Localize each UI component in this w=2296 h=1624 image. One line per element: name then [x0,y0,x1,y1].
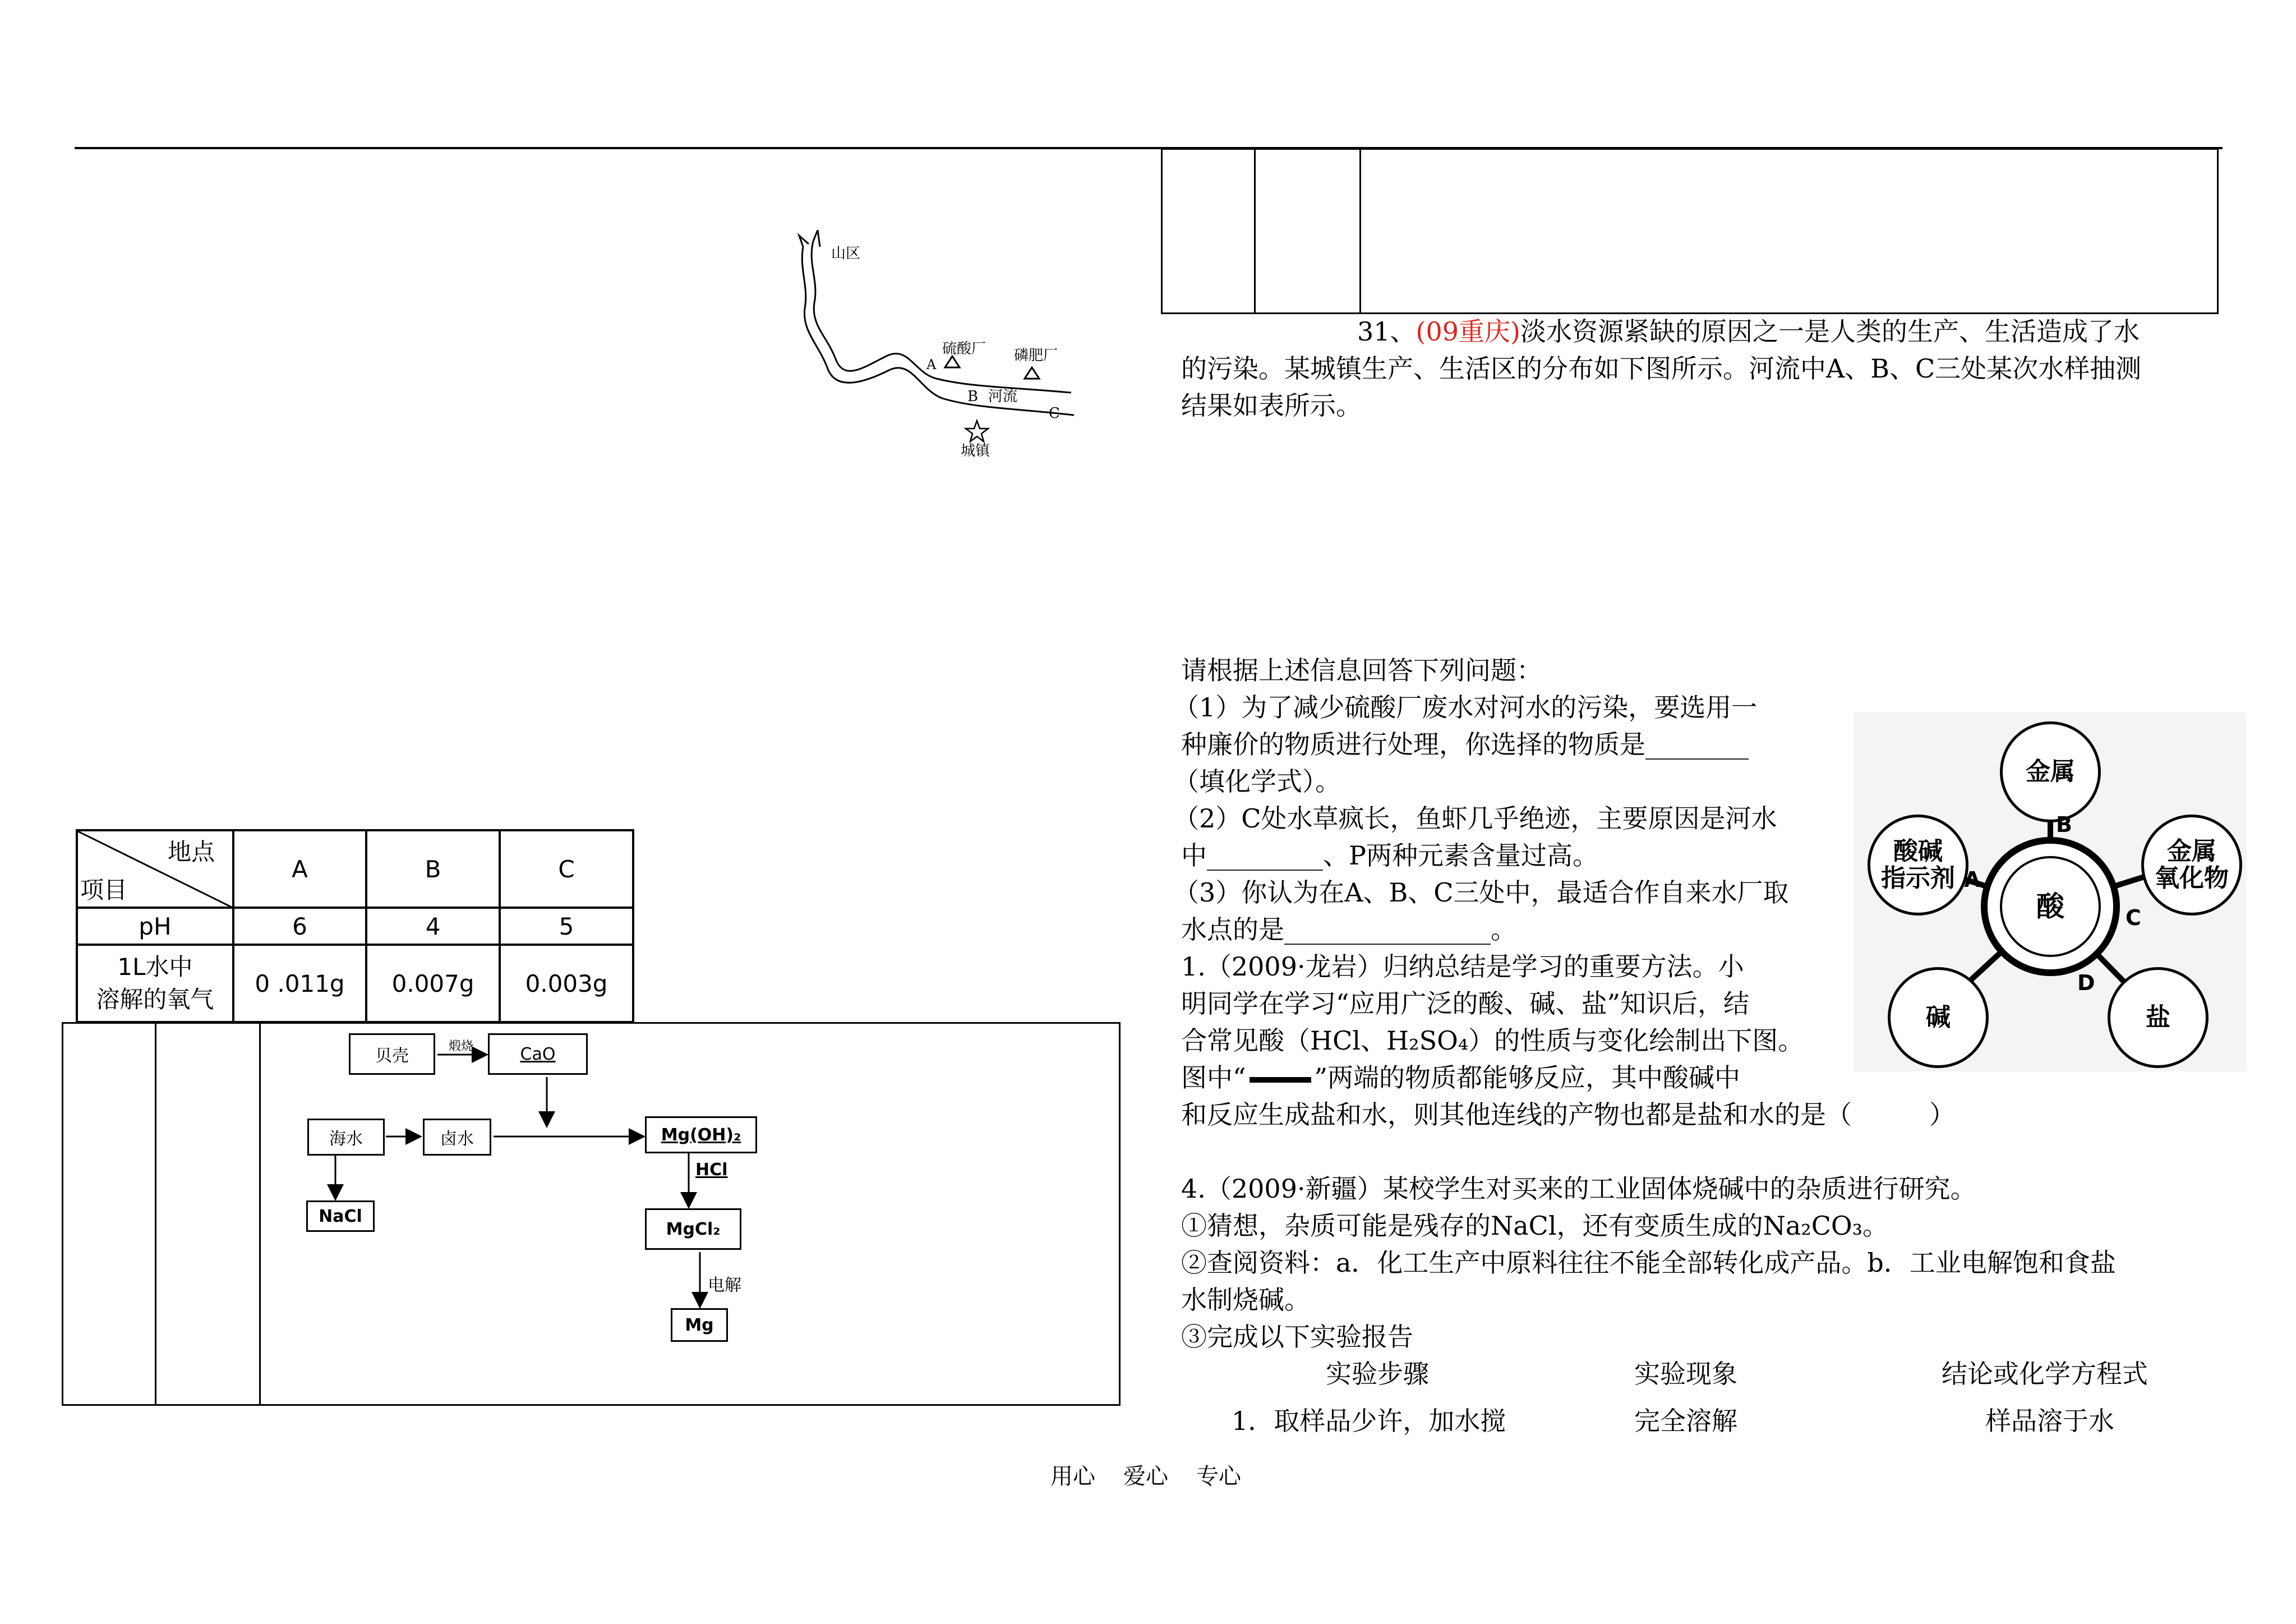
col-header-c: C [500,830,633,908]
label-calcine: 煅烧 [449,1039,474,1053]
q31-s1b: 种廉价的物质进行处理，你选择的物质是________ [1181,729,1749,760]
q31-s3a: （3）你认为在A、B、C三处中，最适合作自来水厂取 [1173,877,1789,908]
q1-line4-start: 图中“ [1181,1062,1246,1093]
header-item: 项目 [80,876,128,904]
report-row1-step: 1．取样品少许，加水搅 [1232,1406,1506,1436]
node-shell: 贝壳 [349,1033,435,1075]
col-header-a: A [233,830,366,908]
q31-s2b: 中_________、P两种元素含量过高。 [1181,840,1598,871]
metal-oxide-line1: 金属 [2167,837,2216,866]
row-label-ph: pH [77,908,233,945]
q1-line5: 和反应生成盐和水，则其他连线的产物也都是盐和水的是（ ） [1181,1099,1955,1130]
q31-line1-rest: 淡水资源紧缺的原因之一是人类的生产、生活造成了水 [1520,316,2140,347]
top-right-table-divider-1 [1254,148,1256,314]
q31-prompt: 请根据上述信息回答下列问题： [1181,655,1542,686]
footer-a: 用心 [1050,1464,1095,1489]
map-label-b: B [967,388,979,405]
q4-line3: ②查阅资料：a．化工生产中原料往往不能全部转化成产品。b．工业电解饱和食盐 [1181,1248,2116,1278]
map-label-fertilizer-plant: 磷肥厂 [1014,347,1058,364]
q31-s1c: （填化学式）。 [1173,766,1341,797]
map-label-river: 河流 [988,388,1018,405]
label-electrolysis: 电解 [708,1276,741,1295]
node-mg: Mg [671,1308,728,1342]
q31-line1 [1357,313,2140,350]
oxygen-c: 0.003g [500,945,633,1022]
indicator-line1: 酸碱 [1893,837,1943,866]
node-cao: CaO [488,1033,588,1075]
q31-number: 31、 [1357,316,1416,347]
map-label-a: A [926,357,937,372]
node-acid: 酸 [2000,856,2101,957]
row-label-oxygen-line2: 溶解的氧气 [96,986,214,1013]
q31-line3: 结果如表所示。 [1181,390,1362,421]
q4-line1: 4.（2009·新疆）某校学生对买来的工业固体烧碱中的杂质进行研究。 [1181,1174,1976,1204]
oxygen-a: 0 .011g [233,945,366,1022]
indicator-line2: 指示剂 [1881,864,1955,892]
q31-s1a: （1）为了减少硫酸厂废水对河水的污染，要选用一 [1173,692,1758,723]
header-location: 地点 [168,838,215,866]
report-header-conclusion: 结论或化学方程式 [1942,1359,2148,1389]
report-row1-phenomenon: 完全溶解 [1634,1406,1737,1436]
node-indicator [1868,815,1968,915]
node-metal-oxide [2141,815,2242,915]
q1-line4-end: ”两端的物质都能够反应，其中酸碱中 [1314,1062,1741,1093]
q31-s2a: （2）C处水草疯长，鱼虾几乎绝迹，主要原因是河水 [1173,803,1777,834]
map-label-sulfuric-plant: 硫酸厂 [942,341,986,357]
q31-s3b: 水点的是________________。 [1181,914,1516,945]
link-label-a: A [1964,867,1981,892]
node-nacl: NaCl [306,1200,375,1232]
top-right-table-divider-2 [1359,148,1361,314]
node-metal: 金属 [2000,721,2101,822]
footer-b: 爱心 [1123,1464,1168,1489]
flowchart-arrows [0,0,1122,1402]
col-header-b: B [366,830,500,908]
ph-a: 6 [233,908,366,945]
report-header-steps: 实验步骤 [1326,1359,1429,1389]
map-label-town: 城镇 [961,443,990,459]
row-label-oxygen-line1: 1L水中 [117,953,193,981]
map-label-mountain: 山区 [831,245,861,262]
node-mgoh2: Mg(OH)₂ [645,1116,757,1153]
ph-c: 5 [500,908,633,945]
q31-source: (09重庆) [1416,316,1520,347]
q1-line4 [1181,1059,1740,1096]
node-salt: 盐 [2108,967,2209,1068]
q4-line2: ①猜想，杂质可能是残存的NaCl，还有变质生成的Na₂CO₃。 [1181,1211,1889,1241]
node-base: 碱 [1888,967,1989,1068]
report-row1-conclusion: 样品溶于水 [1985,1406,2114,1436]
footer-c: 专心 [1196,1464,1241,1489]
q1-line2: 明同学在学习“应用广泛的酸、碱、盐”知识后，结 [1181,988,1750,1019]
link-label-b: B [2056,812,2072,837]
ph-b: 4 [366,908,500,945]
label-hcl: HCl [695,1160,728,1180]
node-seawater: 海水 [307,1119,385,1156]
oxygen-b: 0.007g [366,945,500,1022]
link-label-d: D [2077,970,2095,995]
report-header-phenomena: 实验现象 [1634,1359,1737,1389]
q31-line2: 的污染。某城镇生产、生活区的分布如下图所示。河流中A、B、C三处某次水样抽测 [1181,353,2142,384]
link-label-c: C [2126,905,2141,930]
node-mgcl2: MgCl₂ [645,1208,741,1250]
q4-line4: 水制烧碱。 [1181,1285,1310,1315]
node-brine: 卤水 [423,1119,491,1156]
q1-line3: 合常见酸（HCl、H₂SO₄）的性质与变化绘制出下图。 [1181,1025,1804,1056]
connector-line-symbol [1250,1077,1311,1083]
top-right-table [1161,148,2219,314]
metal-oxide-line2: 氧化物 [2155,864,2229,892]
q4-line5: ③完成以下实验报告 [1181,1322,1413,1352]
map-label-c: C [1049,405,1060,422]
q1-line1: 1.（2009·龙岩）归纳总结是学习的重要方法。小 [1181,951,1744,982]
